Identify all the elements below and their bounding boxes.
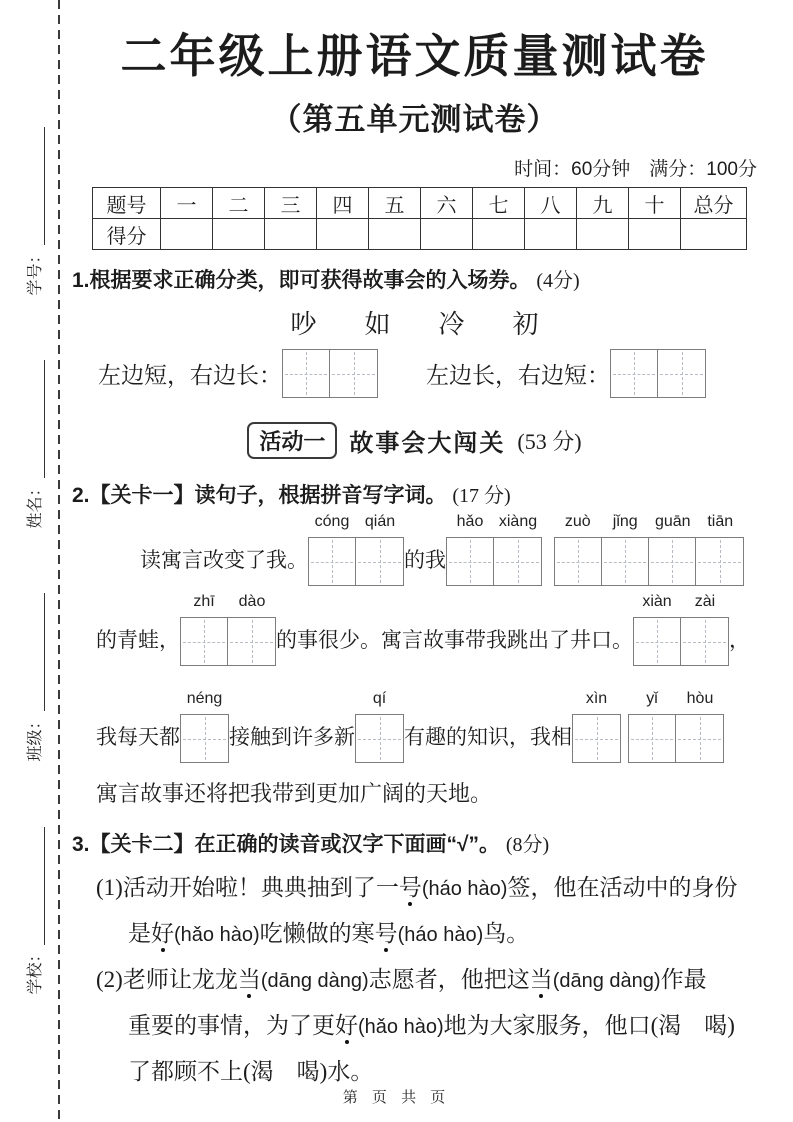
- q3-dotted-char: 号: [374, 921, 398, 946]
- score-input-cell[interactable]: [473, 219, 525, 250]
- q3-item-1-line-2: [128, 919, 757, 950]
- score-input-cell[interactable]: [577, 219, 629, 250]
- score-header-cell: 三: [265, 188, 317, 219]
- activity-badge: 活动一: [247, 422, 337, 459]
- answer-cell[interactable]: [555, 538, 602, 585]
- binding-field-name-label: 姓名：: [27, 480, 44, 529]
- q3-pinyin-choice[interactable]: (dāng dàng): [260, 970, 369, 992]
- question-1-score: (4分): [536, 270, 580, 292]
- pinyin-syllable: cóng: [314, 513, 350, 530]
- q3-item-2-line-1: [96, 965, 757, 996]
- pinyin-syllable: qí: [372, 690, 387, 707]
- pinyin-syllable: hòu: [686, 690, 714, 707]
- binding-field-name-blank[interactable]: [29, 360, 45, 478]
- q1-char: 冷: [438, 310, 465, 339]
- answer-cell[interactable]: [181, 618, 228, 665]
- q3-text: 志愿者，他把这: [368, 967, 530, 992]
- q3-pinyin-choice[interactable]: (hǎo hào): [358, 1016, 444, 1038]
- score-header-cell: 二: [213, 188, 265, 219]
- pinyin-syllable: qián: [364, 513, 396, 530]
- answer-cell[interactable]: [611, 350, 658, 397]
- question-2-text: 2.【关卡一】读句子，根据拼音写字词。: [72, 484, 447, 507]
- binding-field-school-blank[interactable]: [29, 827, 45, 945]
- q2-line-3: [96, 690, 757, 763]
- answer-cell[interactable]: [634, 618, 681, 665]
- pinyin-label: [572, 690, 621, 714]
- answer-cell[interactable]: [649, 538, 696, 585]
- q2-line-4: 寓言故事还将把我带到更加广阔的天地。: [96, 781, 493, 806]
- answer-cell[interactable]: [573, 715, 620, 762]
- q3-text: 是: [128, 921, 151, 946]
- q3-dotted-char: 好: [335, 1013, 358, 1038]
- writing-box: [628, 714, 724, 763]
- q3-text: (2)老师让龙龙: [96, 967, 238, 992]
- pinyin-syllable: zuò: [564, 513, 591, 530]
- q3-text: 重要的事情，为了更: [128, 1013, 335, 1038]
- pinyin-label: [554, 513, 744, 537]
- score-input-cell[interactable]: [681, 219, 747, 250]
- q2-text: 读寓言改变了我。: [140, 548, 308, 572]
- answer-cell[interactable]: [658, 350, 705, 397]
- q3-item-2-line-2: [128, 1011, 757, 1042]
- score-input-cell[interactable]: [265, 219, 317, 250]
- pinyin-label: [308, 513, 404, 537]
- q3-pinyin-choice[interactable]: (hǎo hào): [174, 924, 260, 946]
- q2-line-1: [96, 513, 757, 586]
- binding-field-class: [22, 594, 45, 762]
- writing-box: [554, 537, 744, 586]
- answer-cell[interactable]: [181, 715, 228, 762]
- score-header-cell: 五: [369, 188, 421, 219]
- score-input-cell[interactable]: [629, 219, 681, 250]
- q3-text: 地为大家服务，他口: [443, 1013, 651, 1038]
- pinyin-answer-box: [308, 513, 404, 586]
- pinyin-syllable: zài: [694, 593, 716, 610]
- question-1-stem: [72, 264, 757, 294]
- pinyin-syllable: tiān: [707, 513, 734, 530]
- score-input-cell[interactable]: [213, 219, 265, 250]
- q3-text: 吃懒做的寒: [259, 921, 375, 946]
- answer-cell[interactable]: [447, 538, 494, 585]
- score-header-cell: 四: [317, 188, 369, 219]
- answer-cell[interactable]: [602, 538, 649, 585]
- q1-left-answer-box: [282, 349, 378, 398]
- q2-text: 有趣的知识，我相: [404, 725, 572, 749]
- answer-cell[interactable]: [356, 538, 403, 585]
- score-header-cell: 一: [161, 188, 213, 219]
- exam-meta: 时间：60分钟 满分：100分: [514, 159, 757, 180]
- binding-field-class-label: 班级：: [27, 713, 44, 762]
- answer-cell[interactable]: [228, 618, 275, 665]
- page-footer: 第 页 共 页: [342, 1089, 451, 1106]
- pinyin-answer-box: [572, 690, 621, 763]
- q2-text: 的我: [404, 548, 446, 572]
- answer-cell[interactable]: [283, 350, 330, 397]
- writing-box: [572, 714, 621, 763]
- score-header-cell: 九: [577, 188, 629, 219]
- q1-right-answer-box: [610, 349, 706, 398]
- pinyin-label: [355, 690, 404, 714]
- pinyin-answer-box: [628, 690, 724, 763]
- q3-text: 签，他在活动中的身份: [507, 875, 738, 900]
- q3-pinyin-choice[interactable]: (háo hào): [397, 924, 484, 946]
- q3-dotted-char: 号: [398, 875, 422, 900]
- page-title: 二年级上册语文质量测试卷: [120, 30, 709, 82]
- q3-char-choice[interactable]: (渴 喝): [650, 1013, 735, 1038]
- answer-cell[interactable]: [681, 618, 728, 665]
- q1-char: 初: [512, 310, 539, 339]
- score-table-header-row: [93, 188, 747, 219]
- binding-margin: [0, 0, 60, 1122]
- pinyin-syllable: yǐ: [646, 690, 658, 707]
- q3-pinyin-choice[interactable]: (háo hào): [421, 878, 508, 900]
- pinyin-answer-box: [446, 513, 542, 586]
- answer-cell[interactable]: [629, 715, 676, 762]
- q2-text: ，: [729, 628, 750, 652]
- score-row-label: 得分: [93, 219, 161, 250]
- q2-text: 的事很少。寓言故事带我跳出了井口。: [276, 628, 633, 652]
- q2-text: 我每天都: [96, 725, 180, 749]
- binding-field-student-id-label: 学号：: [27, 247, 44, 296]
- question-2-score: (17 分): [452, 485, 511, 507]
- writing-box: [308, 537, 404, 586]
- binding-field-student-id-blank[interactable]: [29, 127, 45, 245]
- pinyin-label: [446, 513, 542, 537]
- binding-field-class-blank[interactable]: [29, 594, 45, 712]
- question-2-stem: [72, 479, 757, 509]
- pinyin-syllable: guān: [654, 513, 691, 530]
- pinyin-label: [633, 593, 729, 617]
- writing-box: [180, 714, 229, 763]
- pinyin-syllable: xiàn: [642, 593, 672, 610]
- answer-cell[interactable]: [356, 715, 403, 762]
- q3-dotted-char: 当: [237, 967, 261, 992]
- pinyin-answer-box: [355, 690, 404, 763]
- q1-right-label: 左边长，右边短：: [426, 363, 610, 388]
- page-content: [60, 0, 793, 1122]
- writing-box: [446, 537, 542, 586]
- binding-fields: [15, 31, 45, 1091]
- writing-box: [633, 617, 729, 666]
- score-header-cell: 六: [421, 188, 473, 219]
- q3-item-1-line-1: [96, 873, 757, 904]
- q1-character-bank: [72, 304, 757, 341]
- writing-box: [355, 714, 404, 763]
- pinyin-syllable: xiàng: [498, 513, 538, 530]
- binding-field-name: [22, 360, 45, 528]
- q2-line-2: [96, 593, 757, 666]
- score-input-cell[interactable]: [421, 219, 473, 250]
- q2-passage: [96, 513, 757, 808]
- answer-cell[interactable]: [696, 538, 743, 585]
- q2-text: 的青蛙，: [96, 628, 180, 652]
- answer-cell[interactable]: [676, 715, 723, 762]
- pinyin-syllable: hǎo: [456, 513, 484, 530]
- q3-text: (1)活动开始啦！典典抽到了一: [96, 875, 399, 900]
- binding-field-school-label: 学校：: [27, 946, 44, 995]
- pinyin-syllable: xìn: [585, 690, 608, 707]
- q1-char: 如: [364, 310, 391, 339]
- q1-left-label: 左边短，右边长：: [98, 363, 282, 388]
- score-header-cell: 八: [525, 188, 577, 219]
- answer-cell[interactable]: [309, 538, 356, 585]
- pinyin-syllable: zhī: [193, 593, 215, 610]
- activity-score: (53 分): [517, 429, 582, 454]
- binding-field-student-id: [22, 127, 45, 295]
- q3-text: 了都顾不上: [128, 1059, 243, 1084]
- pinyin-label: [180, 593, 276, 617]
- q3-dotted-char: 好: [151, 921, 174, 946]
- q1-answer-row: [72, 349, 757, 398]
- question-3-score: (8分): [505, 834, 550, 856]
- q1-char: 吵: [290, 310, 317, 339]
- activity-title: 故事会大闯关: [349, 430, 506, 457]
- score-table-score-row: [93, 219, 747, 250]
- pinyin-syllable: jǐng: [612, 513, 638, 530]
- pinyin-syllable: néng: [186, 690, 223, 707]
- q3-text: 作最: [660, 967, 707, 992]
- score-header-cell: 题号: [93, 188, 161, 219]
- answer-cell[interactable]: [330, 350, 377, 397]
- q2-text: 接触到许多新: [229, 725, 355, 749]
- pinyin-syllable: dào: [238, 593, 266, 610]
- answer-cell[interactable]: [494, 538, 541, 585]
- pinyin-answer-box: [633, 593, 729, 666]
- q3-text: 鸟。: [483, 921, 530, 946]
- binding-field-school: [22, 827, 45, 995]
- activity-banner: [72, 422, 757, 459]
- pinyin-answer-box: [554, 513, 744, 586]
- writing-box: [180, 617, 276, 666]
- pinyin-label: [180, 690, 229, 714]
- q3-pinyin-choice[interactable]: (dāng dàng): [552, 970, 661, 992]
- q3-item-2-line-3: [128, 1057, 757, 1087]
- score-header-cell: 七: [473, 188, 525, 219]
- pinyin-answer-box: [180, 690, 229, 763]
- pinyin-answer-box: [180, 593, 276, 666]
- score-header-cell: 十: [629, 188, 681, 219]
- score-input-cell[interactable]: [525, 219, 577, 250]
- score-input-cell[interactable]: [161, 219, 213, 250]
- q3-dotted-char: 当: [529, 967, 553, 992]
- q3-text: 水。: [327, 1059, 374, 1084]
- score-table: [92, 187, 747, 250]
- question-1-text: 1.根据要求正确分类，即可获得故事会的入场券。: [72, 269, 531, 292]
- question-3-text: 3.【关卡二】在正确的读音或汉字下面画“√”。: [72, 833, 501, 856]
- page-subtitle: （第五单元测试卷）: [270, 102, 559, 137]
- pinyin-label: [628, 690, 724, 714]
- score-input-cell[interactable]: [369, 219, 421, 250]
- question-3-stem: [72, 828, 757, 858]
- score-header-cell: 总分: [681, 188, 747, 219]
- q3-char-choice[interactable]: (渴 喝): [243, 1059, 328, 1084]
- score-input-cell[interactable]: [317, 219, 369, 250]
